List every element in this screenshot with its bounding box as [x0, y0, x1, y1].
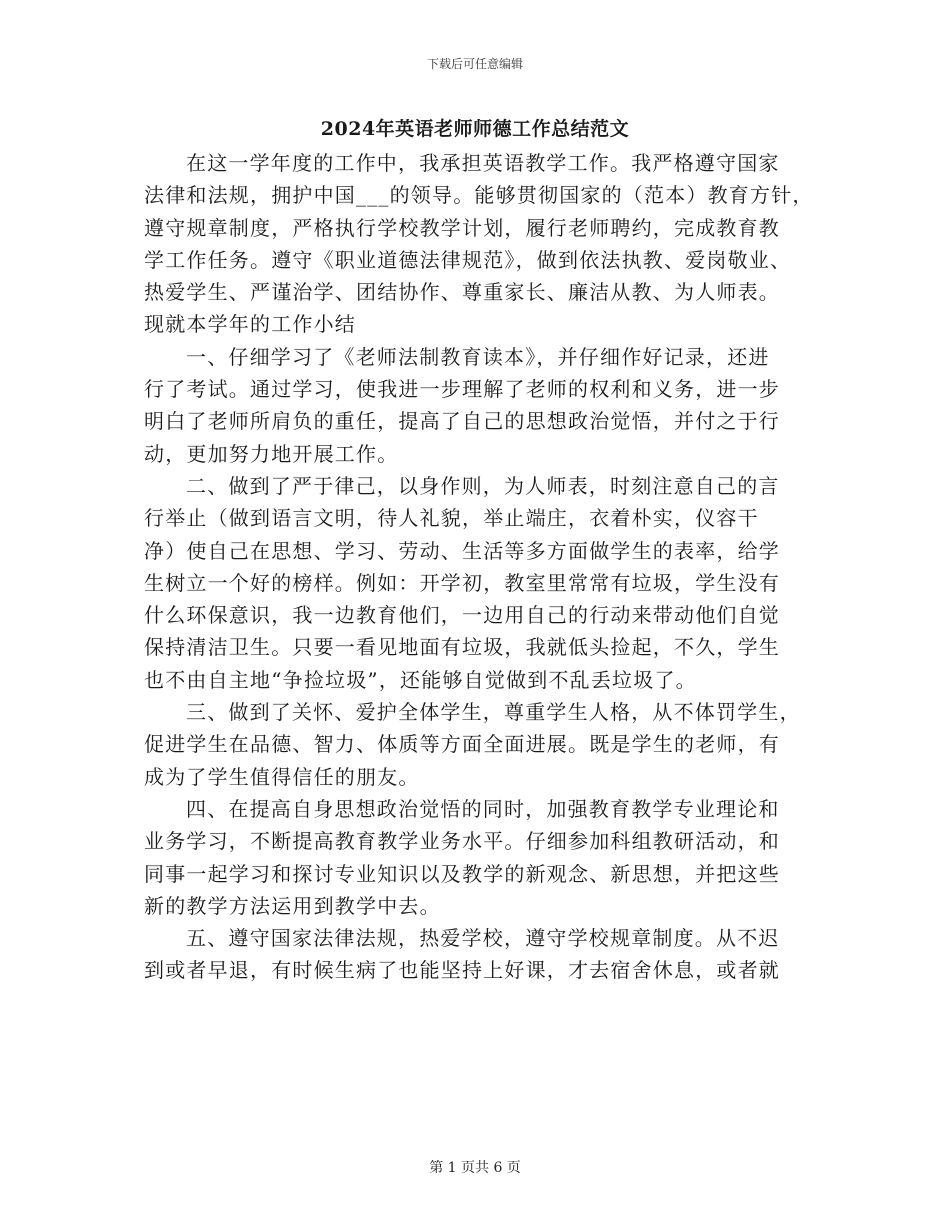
- paragraph-line: 行举止（做到语言文明，待人礼貌，举止端庄，衣着朴实，仪容干: [144, 506, 759, 531]
- header-note: 下载后可任意编辑: [426, 57, 523, 71]
- document-title: 2024年英语老师师德工作总结范文: [320, 118, 630, 140]
- paragraph-line: 净）使自己在思想、学习、劳动、生活等多方面做学生的表率，给学: [144, 538, 780, 563]
- paragraph-line: 热爱学生、严谨治学、团结协作、尊重家长、廉洁从教、为人师表。: [144, 280, 780, 305]
- paragraph-line: 学工作任务。遵守《职业道德法律规范》，做到依法执教、爱岗敬业、: [144, 247, 792, 272]
- paragraph-line: 动，更加努力地开展工作。: [144, 441, 399, 466]
- paragraph-line: 保持清洁卫生。只要一看见地面有垃圾，我就低头捡起，不久，学生: [144, 635, 780, 660]
- page-number: 第 1 页共 6 页: [429, 1160, 521, 1176]
- paragraph-line: 遵守规章制度，严格执行学校教学计划，履行老师聘约，完成教育教: [144, 215, 780, 240]
- paragraph-line: 一、仔细学习了《老师法制教育读本》，并仔细作好记录，还进: [186, 344, 770, 369]
- paragraph-line: 业务学习，不断提高教育教学业务水平。仔细参加科组教研活动，和: [144, 829, 780, 854]
- paragraph-line: 五、遵守国家法律法规，热爱学校，遵守学校规章制度。从不迟: [186, 926, 780, 951]
- paragraph-line: 行了考试。通过学习，使我进一步理解了老师的权利和义务，进一步: [144, 377, 780, 402]
- paragraph-line: 什么环保意识，我一边教育他们，一边用自己的行动来带动他们自觉: [144, 603, 780, 628]
- paragraph-line: 生树立一个好的榜样。例如：开学初，教室里常常有垃圾，学生没有: [144, 570, 780, 595]
- paragraph-line: 也不由自主地“争捡垃圾”，还能够自觉做到不乱丢垃圾了。: [144, 667, 697, 692]
- paragraph-line: 现就本学年的工作小结: [144, 312, 356, 337]
- paragraph-line: 促进学生在品德、智力、体质等方面全面进展。既是学生的老师，有: [144, 732, 780, 757]
- paragraph-line: 在这一学年度的工作中，我承担英语教学工作。我严格遵守国家: [186, 151, 780, 175]
- paragraph-line: 新的教学方法运用到教学中去。: [144, 893, 441, 918]
- paragraph-line: 同事一起学习和探讨专业知识以及教学的新观念、新思想，并把这些: [144, 861, 780, 886]
- paragraph-line: 二、做到了严于律己，以身作则，为人师表，时刻注意自己的言: [186, 473, 780, 498]
- paragraph-line: 法律和法规，拥护中国___的领导。能够贯彻国家的（范本）教育方针，: [144, 183, 814, 208]
- paragraph-line: 三、做到了关怀、爱护全体学生，尊重学生人格，从不体罚学生，: [186, 700, 801, 725]
- paragraph-line: 明白了老师所肩负的重任，提高了自己的思想政治觉悟，并付之于行: [144, 409, 780, 434]
- paragraph-line: 四、在提高自身思想政治觉悟的同时，加强教育教学专业理论和: [186, 796, 780, 821]
- document-body: [144, 147, 816, 987]
- paragraph-line: 到或者早退，有时候生病了也能坚持上好课，才去宿舍休息，或者就: [144, 958, 780, 983]
- paragraph-line: 成为了学生值得信任的朋友。: [144, 764, 420, 789]
